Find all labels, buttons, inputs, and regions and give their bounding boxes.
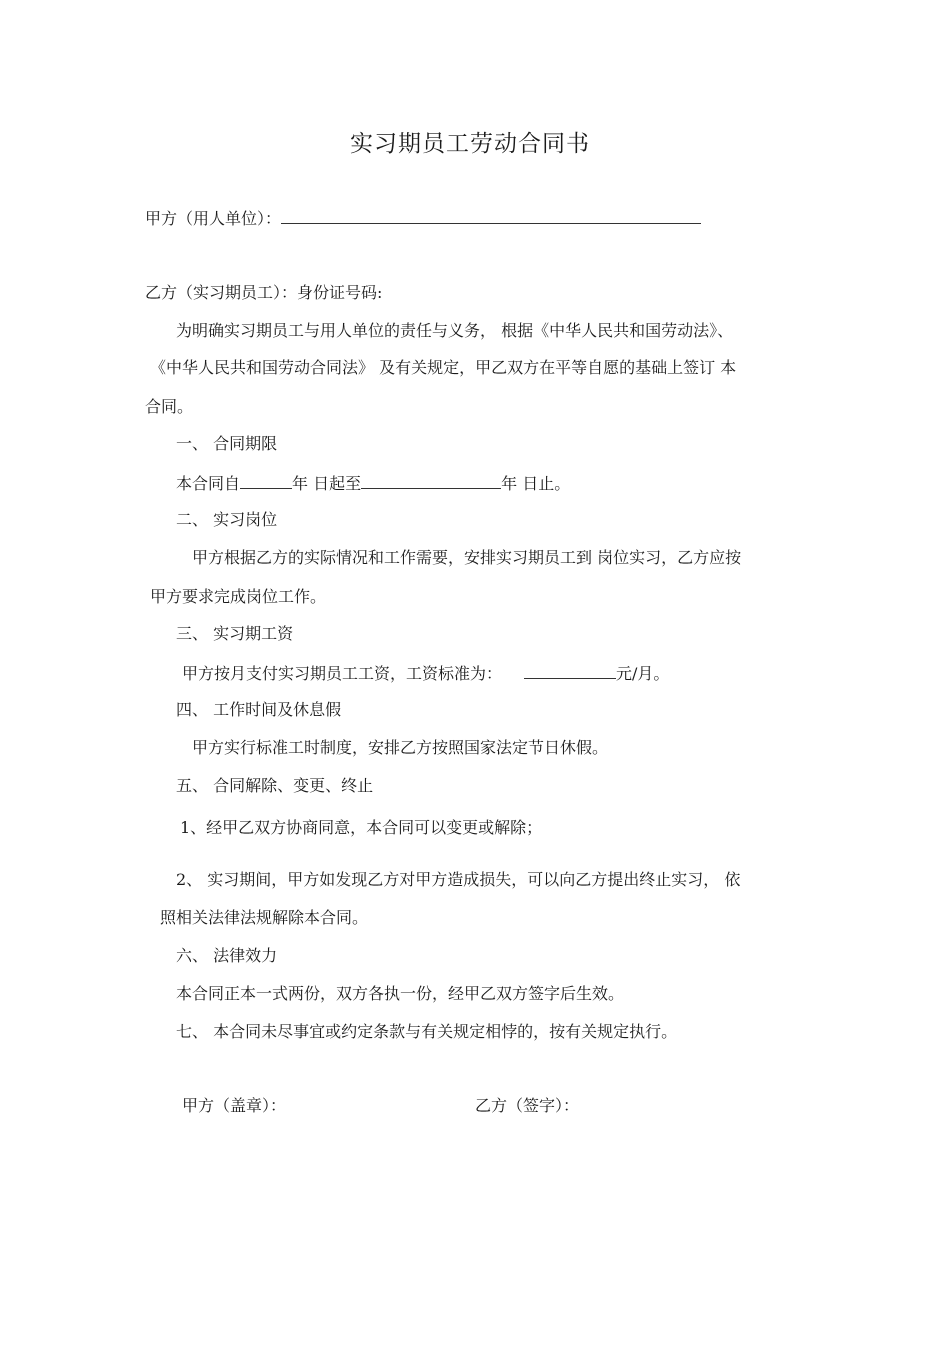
start-year-blank[interactable] xyxy=(240,472,292,489)
party-a-blank[interactable] xyxy=(281,207,701,224)
start-date-label: 年 日起至 xyxy=(292,474,362,493)
contract-from-label: 本合同自 xyxy=(176,474,241,493)
party-a-label: 甲方（用人单位）： xyxy=(145,209,282,228)
section-2-line-2: 甲方要求完成岗位工作。 xyxy=(150,587,327,606)
section-6-heading: 六、 法律效力 xyxy=(176,946,278,965)
party-b-label: 乙方（实习期员工）：身份证号码: xyxy=(145,283,383,302)
section-5-heading: 五、 合同解除、变更、终止 xyxy=(176,776,374,795)
section-5-item-2-line-2: 照相关法律法规解除本合同。 xyxy=(160,908,369,927)
intro-line-1: 为明确实习期员工与用人单位的责任与义务， 根据《中华人民共和国劳动法》、 xyxy=(176,321,734,340)
section-5-item-1: 1、经甲乙双方协商同意，本合同可以变更或解除； xyxy=(180,818,543,837)
signature-party-a: 甲方（盖章）： xyxy=(182,1096,287,1115)
end-year-blank[interactable] xyxy=(361,472,501,489)
section-1-heading: 一、 合同期限 xyxy=(176,434,278,453)
intro-line-2: 《中华人民共和国劳动合同法》 及有关规定，甲乙双方在平等自愿的基础上签订 本 xyxy=(150,358,737,377)
section-2-line-1: 甲方根据乙方的实际情况和工作需要，安排实习期员工到 岗位实习，乙方应按 xyxy=(192,548,742,567)
salary-unit: 元/月。 xyxy=(616,664,670,683)
section-6-text: 本合同正本一式两份，双方各执一份，经甲乙双方签字后生效。 xyxy=(176,984,625,1003)
section-3-text xyxy=(182,662,669,684)
salary-blank[interactable] xyxy=(524,662,616,679)
section-7-text: 七、 本合同未尽事宜或约定条款与有关规定相悖的，按有关规定执行。 xyxy=(176,1022,678,1041)
section-5-item-2-line-1: 2、 实习期间，甲方如发现乙方对甲方造成损失，可以向乙方提出终止实习， 依 xyxy=(176,870,741,889)
end-date-label: 年 日止。 xyxy=(501,474,571,493)
section-4-heading: 四、 工作时间及休息假 xyxy=(176,700,342,719)
section-4-text: 甲方实行标准工时制度，安排乙方按照国家法定节日休假。 xyxy=(192,738,609,757)
salary-label: 甲方按月支付实习期员工工资，工资标准为： xyxy=(182,664,503,683)
section-2-heading: 二、 实习岗位 xyxy=(176,510,278,529)
party-a-row xyxy=(145,207,701,229)
section-1-text xyxy=(176,472,570,494)
intro-line-3: 合同。 xyxy=(145,397,194,416)
section-3-heading: 三、 实习期工资 xyxy=(176,624,294,643)
signature-party-b: 乙方（签字）： xyxy=(475,1096,580,1115)
document-title: 实习期员工劳动合同书 xyxy=(350,131,590,157)
